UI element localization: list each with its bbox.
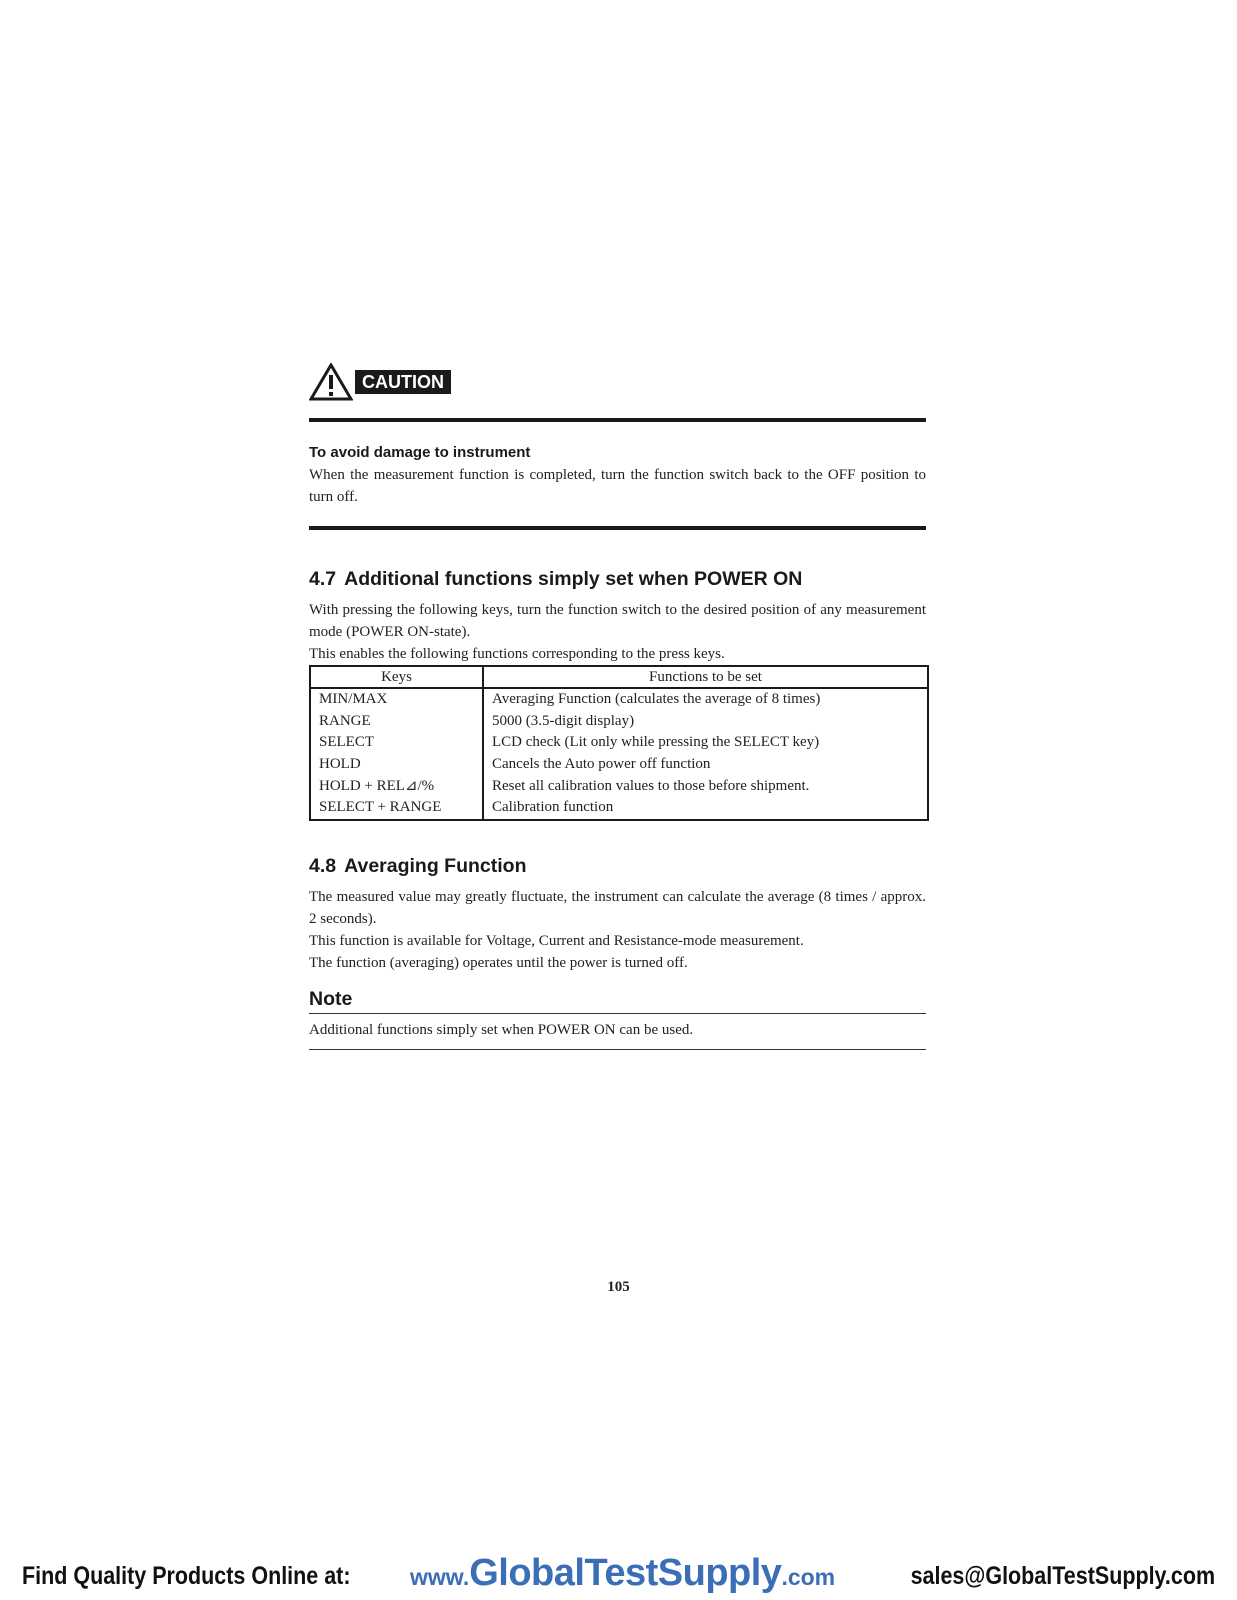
footer-tagline: Find Quality Products Online at: [22,1562,351,1590]
caution-text: When the measurement function is completed, turn the function switch back to the OFF position to turn off. [309,467,926,505]
section-4-8-paragraph: The measured value may greatly fluctuate, the instrument can calculate the average (8 times / approx. 2 seconds). [309,888,926,927]
table-header-keys: Keys [310,666,483,688]
function-cell: 5000 (3.5-digit display) [492,712,635,729]
manual-page-content [309,362,926,1050]
key-cell: SELECT [310,732,483,754]
function-cell: Averaging Function (calculates the average of 8 times) [492,691,821,708]
function-cell: Reset all calibration values to those before shipment. [492,777,810,794]
section-title-text: Additional functions simply set when POWER ON [344,568,803,590]
caution-box [309,422,926,526]
key-functions-table [309,665,929,821]
section-4-8-paragraph: This function is available for Voltage, Current and Resistance-mode measurement. [309,932,804,949]
section-4-7-paragraph: This enables the following functions corresponding to the press keys. [309,646,725,662]
table-header-functions: Functions to be set [483,666,928,688]
table-row [310,711,928,733]
section-4-7-paragraph: With pressing the following keys, turn the function switch to the desired position of any measurement mode (POWER ON-state). [309,602,926,640]
note-text: Additional functions simply set when POWER ON can be used. [309,1021,694,1038]
footer-email-link[interactable]: sales@GlobalTestSupply.com [910,1562,1215,1590]
footer-banner [0,1552,1237,1596]
footer-website-link[interactable] [410,1552,835,1595]
section-number: 4.8 [309,854,337,877]
key-cell: HOLD + REL⊿/% [310,775,483,797]
note-title: Note [309,988,926,1014]
section-title-text: Averaging Function [344,854,527,877]
function-cell: LCD check (Lit only while pressing the SELECT key) [492,734,820,751]
section-number: 4.7 [309,568,337,590]
table-header-row [310,666,928,688]
url-prefix: www. [410,1564,470,1590]
table-row [310,754,928,776]
table-row [310,775,928,797]
key-cell: SELECT + RANGE [310,797,483,820]
function-cell: Calibration function [492,799,614,816]
page-number: 105 [607,1279,630,1295]
note-box [309,988,926,1050]
caution-heading: To avoid damage to instrument [309,444,531,461]
table-row [310,797,928,820]
warning-triangle-icon [309,363,353,401]
key-cell: MIN/MAX [310,688,483,711]
url-main: GlobalTestSupply [469,1552,782,1594]
caution-badge: CAUTION [355,370,451,394]
note-body [309,1014,926,1050]
table-row [310,688,928,711]
caution-header [309,362,926,402]
url-suffix: .com [781,1564,836,1590]
caution-bottom-rule [309,526,926,530]
function-cell: Cancels the Auto power off function [492,756,711,773]
section-4-7-title [309,568,926,591]
key-cell: HOLD [310,754,483,776]
key-cell: RANGE [310,711,483,733]
section-4-8-title [309,855,926,878]
table-row [310,732,928,754]
section-4-8-paragraph: The function (averaging) operates until the power is turned off. [309,954,688,971]
